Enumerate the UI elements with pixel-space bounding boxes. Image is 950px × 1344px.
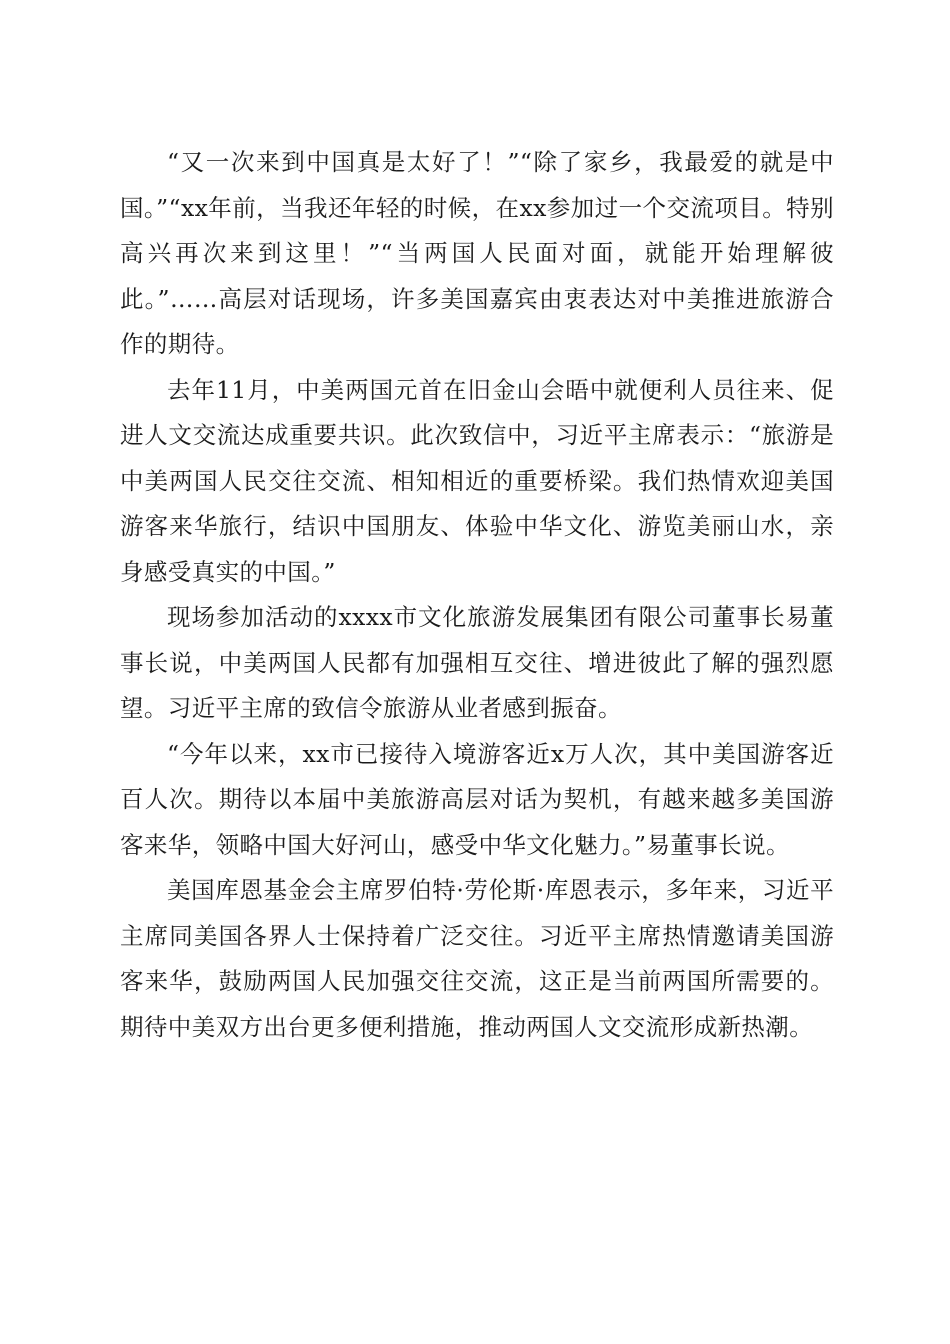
paragraph-1: “又一次来到中国真是太好了！”“除了家乡，我最爱的就是中国。”“xx年前，当我还年轻的时候，在xx参加过一个交流项目。特别高兴再次来到这里！”“当两国人民面对面，就能开始理解彼此。”……高层对话现场，许多美国嘉宾由衷表达对中美推进旅游合作的期待。 xyxy=(120,148,834,358)
article-body xyxy=(120,140,834,1050)
paragraph-4: “今年以来，xx市已接待入境游客近x万人次，其中美国游客近百人次。期待以本届中美旅游高层对话为契机，有越来越多美国游客来华，领略中国大好河山，感受中华文化魅力。”易董事长说。 xyxy=(120,739,834,859)
paragraph-3: 现场参加活动的xxxx市文化旅游发展集团有限公司董事长易董事长说，中美两国人民都有加强相互交往、增进彼此了解的强烈愿望。习近平主席的致信令旅游从业者感到振奋。 xyxy=(120,603,834,722)
paragraph-2: 去年11月，中美两国元首在旧金山会晤中就便利人员往来、促进人文交流达成重要共识。此次致信中，习近平主席表示：“旅游是中美两国人民交往交流、相知相近的重要桥梁。我们热情欢迎美国游客来华旅行，结识中国朋友、体验中华文化、游览美丽山水，亲身感受真实的中国。” xyxy=(120,375,834,586)
paragraph-5: 美国库恩基金会主席罗伯特·劳伦斯·库恩表示，多年来，习近平主席同美国各界人士保持着广泛交往。习近平主席热情邀请美国游客来华，鼓励两国人民加强交往交流，这正是当前两国所需要的。期待中美双方出台更多便利措施，推动两国人文交流形成新热潮。 xyxy=(120,876,834,1041)
